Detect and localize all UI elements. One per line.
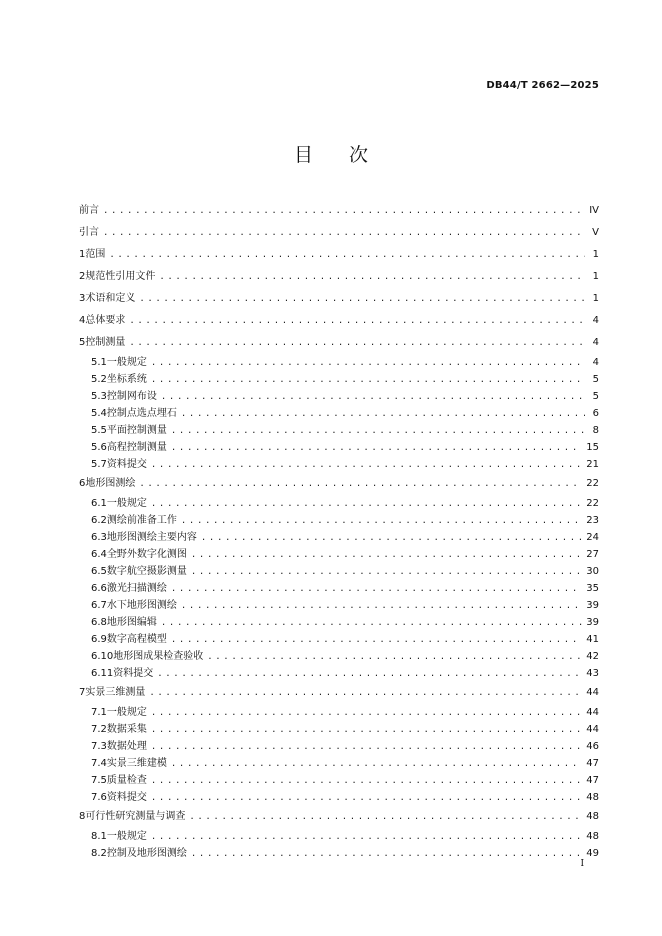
toc-entry-title: 高程控制测量: [106, 442, 167, 453]
toc-entry-number: 6.2: [91, 515, 107, 526]
toc-dot-leader: [161, 615, 582, 632]
toc-entry-title: 前言: [79, 205, 99, 216]
toc-entry-page: 39: [586, 617, 599, 628]
toc-entry-number: 5.4: [91, 408, 107, 419]
toc-entry-number: 6.7: [91, 600, 107, 611]
toc-dot-leader: [159, 266, 585, 288]
toc-dot-leader: [171, 423, 585, 440]
toc-dot-leader: [103, 222, 585, 244]
toc-entry-number: 7.2: [91, 724, 107, 735]
toc-entry-title: 坐标系统: [106, 374, 147, 385]
toc-entry-page: 47: [586, 775, 599, 786]
toc-entry-page: 48: [586, 792, 599, 803]
toc-entry-title: 水下地形图测绘: [106, 600, 177, 611]
toc-entry-number: 1: [79, 249, 86, 260]
toc-entry-number: 6.4: [91, 549, 107, 560]
document-code: DB44/T 2662—2025: [486, 80, 599, 91]
toc-entry[interactable]: [79, 648, 599, 665]
toc-entry-page: IV: [589, 205, 599, 216]
toc-entry-title: 资料提交: [106, 459, 147, 470]
toc-dot-leader: [207, 649, 582, 666]
toc-entry-title: 一般规定: [106, 831, 147, 842]
toc-dot-leader: [191, 547, 582, 564]
toc-entry-number: 5.1: [91, 357, 107, 368]
toc-entry[interactable]: [79, 665, 599, 682]
toc-entry-number: 6.10: [91, 651, 114, 662]
toc-entry-page: 44: [586, 687, 599, 698]
toc-entry-number: 3: [79, 293, 86, 304]
toc-entry-page: 24: [586, 532, 599, 543]
toc-entry-number: 6: [79, 478, 86, 489]
toc-entry-number: 8.1: [91, 831, 107, 842]
toc-entry-number: 7.1: [91, 707, 107, 718]
toc-entry-number: 7.4: [91, 758, 107, 769]
toc-entry[interactable]: [79, 422, 599, 439]
toc-dot-leader: [151, 496, 582, 513]
toc-entry[interactable]: [79, 512, 599, 529]
toc-entry[interactable]: [79, 546, 599, 563]
toc-entry-page: 48: [586, 811, 599, 822]
toc-entry-page: V: [592, 227, 599, 238]
toc-entry[interactable]: [79, 529, 599, 546]
toc-entry-title: 一般规定: [106, 357, 147, 368]
toc-entry-page: 22: [586, 478, 599, 489]
toc-dot-leader: [181, 513, 582, 530]
toc-entry-title: 资料提交: [113, 668, 154, 679]
toc-entry-title: 控制网布设: [106, 391, 157, 402]
toc-entry-page: 44: [586, 724, 599, 735]
toc-dot-leader: [181, 598, 582, 615]
toc-entry-title: 控制测量: [85, 337, 126, 348]
toc-entry-number: 7.3: [91, 741, 107, 752]
toc-entry-page: 41: [586, 634, 599, 645]
toc-dot-leader: [171, 632, 582, 649]
toc-entry[interactable]: [79, 563, 599, 580]
toc-entry-number: 5.5: [91, 425, 107, 436]
toc-entry[interactable]: [79, 222, 599, 244]
toc-entry-page: 42: [586, 651, 599, 662]
toc-dot-leader: [171, 440, 582, 457]
toc-dot-leader: [201, 530, 582, 547]
toc-entry-page: 44: [586, 707, 599, 718]
toc-dot-leader: [151, 739, 582, 756]
toc-entry-page: 21: [586, 459, 599, 470]
toc-entry-title: 数据采集: [106, 724, 147, 735]
table-of-contents: [79, 200, 599, 862]
toc-entry-page: 1: [592, 271, 599, 282]
toc-entry-title: 数字高程模型: [106, 634, 167, 645]
toc-entry[interactable]: [79, 456, 599, 473]
title-char-1: 目: [293, 144, 313, 166]
toc-entry-page: 39: [586, 600, 599, 611]
toc-entry[interactable]: [79, 597, 599, 614]
toc-entry-title: 控制及地形图测绘: [106, 848, 187, 859]
toc-entry-title: 一般规定: [106, 707, 147, 718]
toc-entry-page: 8: [592, 425, 599, 436]
toc-entry-page: 4: [592, 315, 599, 326]
toc-dot-leader: [151, 705, 582, 722]
toc-entry[interactable]: [79, 332, 599, 354]
toc-dot-leader: [161, 389, 585, 406]
toc-entry-number: 5: [79, 337, 86, 348]
toc-entry-page: 47: [586, 758, 599, 769]
toc-entry-title: 地形图成果检查验收: [113, 651, 204, 662]
toc-entry-page: 30: [586, 566, 599, 577]
toc-entry-page: 27: [586, 549, 599, 560]
toc-dot-leader: [109, 244, 585, 266]
page-title: [0, 140, 662, 167]
toc-entry-title: 全野外数字化测图: [106, 549, 187, 560]
toc-entry-title: 实景三维建模: [106, 758, 167, 769]
toc-entry-number: 6.11: [91, 668, 114, 679]
toc-entry-number: 6.3: [91, 532, 107, 543]
toc-entry-number: 5.2: [91, 374, 107, 385]
toc-entry[interactable]: [79, 738, 599, 755]
toc-dot-leader: [157, 666, 582, 683]
toc-entry[interactable]: [79, 682, 599, 704]
toc-entry-number: 5.3: [91, 391, 107, 402]
toc-entry-number: 6.5: [91, 566, 107, 577]
toc-dot-leader: [151, 372, 585, 389]
page-number: I: [580, 859, 584, 869]
toc-entry-title: 质量检查: [106, 775, 147, 786]
toc-entry-page: 15: [586, 442, 599, 453]
toc-entry-page: 1: [592, 249, 599, 260]
toc-entry[interactable]: [79, 200, 599, 222]
toc-dot-leader: [181, 406, 585, 423]
toc-entry[interactable]: [79, 828, 599, 845]
toc-entry-number: 7: [79, 687, 86, 698]
toc-entry-title: 测绘前准备工作: [106, 515, 177, 526]
toc-entry-title: 地形图测绘主要内容: [106, 532, 197, 543]
toc-entry-title: 地形图测绘: [85, 478, 136, 489]
toc-dot-leader: [103, 200, 585, 222]
toc-entry-page: 4: [592, 337, 599, 348]
toc-entry[interactable]: [79, 354, 599, 371]
toc-entry[interactable]: [79, 704, 599, 721]
toc-entry-page: 43: [586, 668, 599, 679]
toc-entry-number: 6.1: [91, 498, 107, 509]
toc-entry-number: 7.5: [91, 775, 107, 786]
toc-entry-number: 5.7: [91, 459, 107, 470]
toc-entry[interactable]: [79, 310, 599, 332]
toc-dot-leader: [149, 682, 582, 704]
toc-entry[interactable]: [79, 845, 599, 862]
toc-entry[interactable]: [79, 439, 599, 456]
toc-entry-title: 控制点选点埋石: [106, 408, 177, 419]
toc-entry-title: 引言: [79, 227, 99, 238]
toc-dot-leader: [171, 756, 582, 773]
toc-entry-number: 5.6: [91, 442, 107, 453]
toc-entry[interactable]: [79, 371, 599, 388]
toc-entry-number: 8.2: [91, 848, 107, 859]
toc-entry-title: 激光扫描测绘: [106, 583, 167, 594]
toc-entry-title: 规范性引用文件: [85, 271, 156, 282]
toc-entry[interactable]: [79, 580, 599, 597]
toc-entry-page: 4: [592, 357, 599, 368]
toc-entry-title: 范围: [85, 249, 106, 260]
toc-entry[interactable]: [79, 473, 599, 495]
toc-entry-page: 48: [586, 831, 599, 842]
toc-dot-leader: [129, 332, 585, 354]
toc-entry-number: 8: [79, 811, 86, 822]
toc-entry-page: 1: [592, 293, 599, 304]
toc-entry-number: 6.9: [91, 634, 107, 645]
toc-entry-title: 可行性研究测量与调查: [85, 811, 186, 822]
toc-entry-number: 2: [79, 271, 86, 282]
toc-entry-page: 6: [592, 408, 599, 419]
toc-entry[interactable]: [79, 806, 599, 828]
toc-dot-leader: [129, 310, 585, 332]
toc-entry-title: 一般规定: [106, 498, 147, 509]
toc-entry-page: 35: [586, 583, 599, 594]
toc-entry[interactable]: [79, 631, 599, 648]
toc-dot-leader: [151, 722, 582, 739]
toc-entry[interactable]: [79, 244, 599, 266]
toc-entry-number: 6.8: [91, 617, 107, 628]
toc-entry[interactable]: [79, 495, 599, 512]
title-char-2: 次: [349, 144, 369, 166]
toc-dot-leader: [139, 288, 585, 310]
toc-entry-title: 数字航空摄影测量: [106, 566, 187, 577]
toc-dot-leader: [151, 829, 582, 846]
toc-entry-title: 资料提交: [106, 792, 147, 803]
toc-dot-leader: [191, 846, 582, 863]
toc-entry-page: 49: [586, 848, 599, 859]
toc-entry-title: 地形图编辑: [106, 617, 157, 628]
toc-entry-number: 6.6: [91, 583, 107, 594]
toc-entry[interactable]: [79, 772, 599, 789]
toc-entry[interactable]: [79, 288, 599, 310]
toc-dot-leader: [151, 457, 582, 474]
toc-dot-leader: [139, 473, 582, 495]
toc-entry-page: 22: [586, 498, 599, 509]
toc-entry[interactable]: [79, 266, 599, 288]
toc-entry-title: 术语和定义: [85, 293, 136, 304]
toc-entry[interactable]: [79, 614, 599, 631]
toc-entry-title: 平面控制测量: [106, 425, 167, 436]
toc-entry-title: 数据处理: [106, 741, 147, 752]
toc-dot-leader: [191, 564, 582, 581]
toc-entry-page: 5: [592, 391, 599, 402]
toc-dot-leader: [171, 581, 582, 598]
toc-entry-number: 4: [79, 315, 86, 326]
toc-dot-leader: [151, 773, 582, 790]
toc-entry-page: 23: [586, 515, 599, 526]
toc-entry-title: 总体要求: [85, 315, 126, 326]
toc-entry[interactable]: [79, 721, 599, 738]
toc-entry-number: 7.6: [91, 792, 107, 803]
toc-entry[interactable]: [79, 405, 599, 422]
toc-entry[interactable]: [79, 388, 599, 405]
toc-dot-leader: [189, 806, 582, 828]
toc-entry-page: 5: [592, 374, 599, 385]
toc-entry-title: 实景三维测量: [85, 687, 146, 698]
toc-dot-leader: [151, 790, 582, 807]
toc-entry-page: 46: [586, 741, 599, 752]
toc-entry[interactable]: [79, 755, 599, 772]
toc-dot-leader: [151, 355, 585, 372]
toc-entry[interactable]: [79, 789, 599, 806]
